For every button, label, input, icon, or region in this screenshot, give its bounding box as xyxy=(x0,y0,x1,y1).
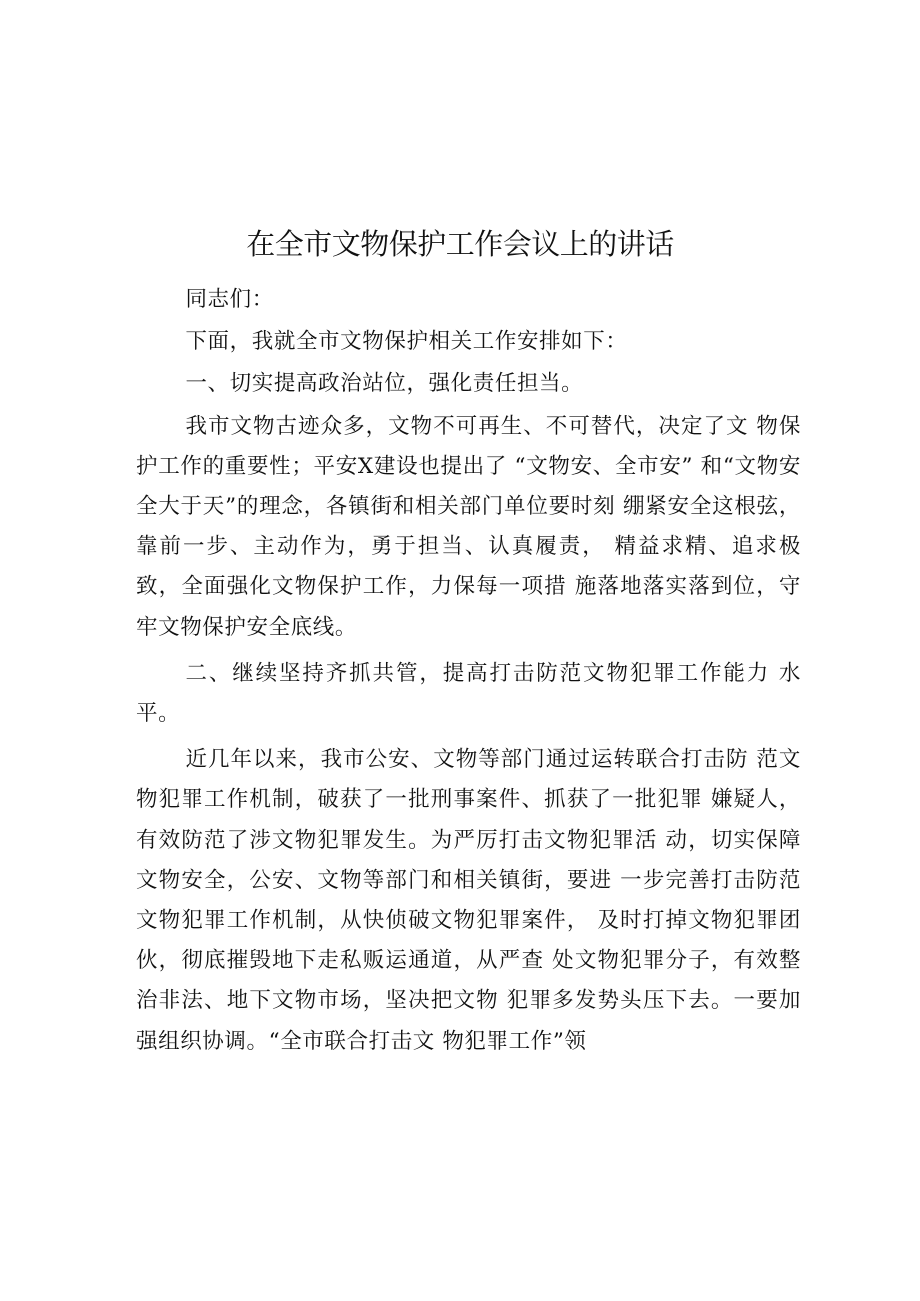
section-2-heading: 二、继续坚持齐抓共管，提高打击防范文物犯罪工作能力 水平。 xyxy=(136,660,801,727)
section-1-body: 我市文物古迹众多，文物不可再生、不可替代，决定了文 物保护工作的重要性；平安X建设也提出了 “文物安、全市安” 和“文物安全大于天”的理念，各镇街和相关部门单位要时刻 绷紧安全这根弦，靠前一步、主动作为，勇于担当、认真履责， 精益求精、追求极致，全面强化文物保护工作，力保每一项措 施落地落实落到位，守牢文物保护安全底线。 xyxy=(136,413,801,640)
section-1-heading: 一、切实提高政治站位，强化责任担当。 xyxy=(185,371,584,397)
section-2-body: 近几年以来，我市公安、文物等部门通过运转联合打击防 范文物犯罪工作机制，破获了一批刑事案件、抓获了一批犯罪 嫌疑人，有效防范了涉文物犯罪发生。为严厉打击文物犯罪活 动，切实保障文物安全，公安、文物等部门和相关镇街，要进 一步完善打击防范文物犯罪工作机制，从快侦破文物犯罪案件， 及时打掉文物犯罪团伙，彻底摧毁地下走私贩运通道，从严查 处文物犯罪分子，有效整治非法、地下文物市场，坚决把文物 犯罪多发势头压下去。一要加强组织协调。“全市联合打击文 物犯罪工作”领 xyxy=(136,747,801,1054)
intro-paragraph: 下面，我就全市文物保护相关工作安排如下： xyxy=(185,329,628,355)
salutation: 同志们： xyxy=(185,287,274,312)
document-body xyxy=(136,280,801,1068)
document-title: 在全市文物保护工作会议上的讲话 xyxy=(246,227,674,261)
